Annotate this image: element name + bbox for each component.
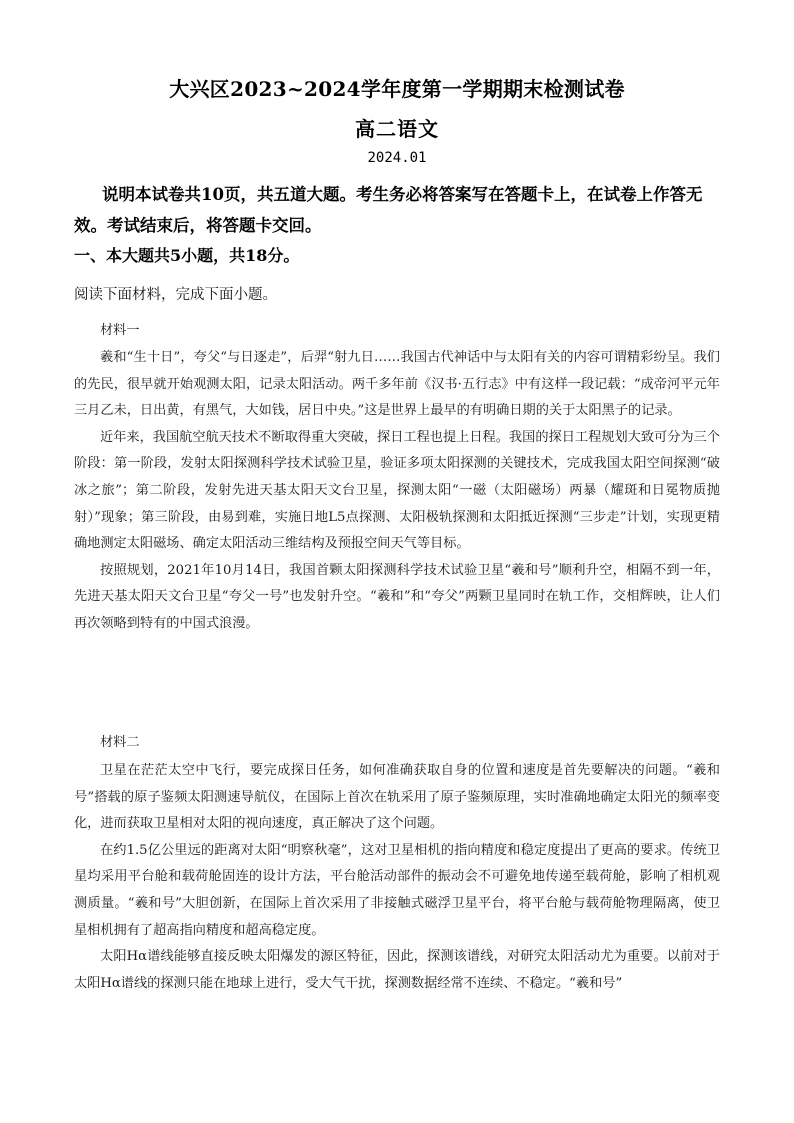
reading-instruction: 阅读下面材料，完成下面小题。	[74, 287, 277, 303]
material-1-body	[74, 345, 720, 638]
material-1-paragraph: 羲和“生十日”，夸父“与日逐走”，后羿“射九日……我国古代神话中与太阳有关的内容可谓精彩纷呈。我们的先民，很早就开始观测太阳，记录太阳活动。两千多年前《汉书·五行志》中有这样一段记载：“成帝河平元年三月乙未，日出黄，有黑气，大如钱，居日中央。”这是世界上最早的有明确日期的关于太阳黑子的记录。	[74, 350, 720, 419]
section-heading: 一、本大题共5小题，共18分。	[74, 246, 300, 265]
exam-date: 2024.01	[367, 150, 427, 166]
material-2-label: 材料二	[100, 735, 140, 750]
exam-subject: 高二语文	[355, 117, 439, 141]
material-2-paragraph: 卫星在茫茫太空中飞行，要完成探日任务，如何准确获取自身的位置和速度是首先要解决的问题。“羲和号”搭载的原子鉴频太阳测速导航仪，在国际上首次在轨采用了原子鉴频原理，实时准确地确定太阳光的频率变化，进而获取卫星相对太阳的视向速度，真正解决了这个问题。	[74, 763, 720, 832]
exam-instructions-line-1: 说明本试卷共10页，共五道大题。考生务必将答案写在答题卡上，在试卷上作答无	[102, 185, 703, 204]
exam-instructions-line-2: 效。考试结束后，将答题卡交回。	[74, 216, 322, 235]
material-2-paragraph: 在约1.5亿公里远的距离对太阳“明察秋毫”，这对卫星相机的指向精度和稳定度提出了更高的要求。传统卫星均采用平台舱和载荷舱固连的设计方法，平台舱活动部件的振动会不可避免地传递至载荷舱，影响了相机观测质量。“羲和号”大胆创新，在国际上首次采用了非接触式磁浮卫星平台，将平台舱与载荷舱物理隔离，使卫星相机拥有了超高指向精度和超高稳定度。	[74, 842, 720, 938]
material-1-paragraph: 近年来，我国航空航天技术不断取得重大突破，探日工程也提上日程。我国的探日工程规划大致可分为三个阶段：第一阶段，发射太阳探测科学技术试验卫星，验证多项太阳探测的关键技术，完成我国太阳空间探测“破冰之旅”；第二阶段，发射先进天基太阳天文台卫星，探测太阳“一磁（太阳磁场）两暴（耀斑和日冕物质抛射）”现象；第三阶段，由易到难，实施日地L5点探测、太阳极轨探测和太阳抵近探测“三步走”计划，实现更精确地测定太阳磁场、确定太阳活动三维结构及预报空间天气等目标。	[74, 429, 720, 552]
exam-title: 大兴区2023~2024学年度第一学期期末检测试卷	[169, 77, 625, 101]
material-1-label: 材料一	[100, 323, 140, 338]
material-2-paragraph: 太阳Hα谱线能够直接反映太阳爆发的源区特征，因此，探测该谱线，对研究太阳活动尤为重要。以前对于太阳Hα谱线的探测只能在地球上进行，受大气干扰，探测数据经常不连续、不稳定。“羲和号”	[74, 949, 720, 991]
material-1-paragraph: 按照规划，2021年10月14日，我国首颗太阳探测科学技术试验卫星“羲和号”顺利升空，相隔不到一年，先进天基太阳天文台卫星“夸父一号”也发射升空。“羲和”和“夸父”两颗卫星同时在轨工作，交相辉映，让人们再次领略到特有的中国式浪漫。	[74, 562, 720, 631]
material-2-body	[74, 758, 720, 997]
